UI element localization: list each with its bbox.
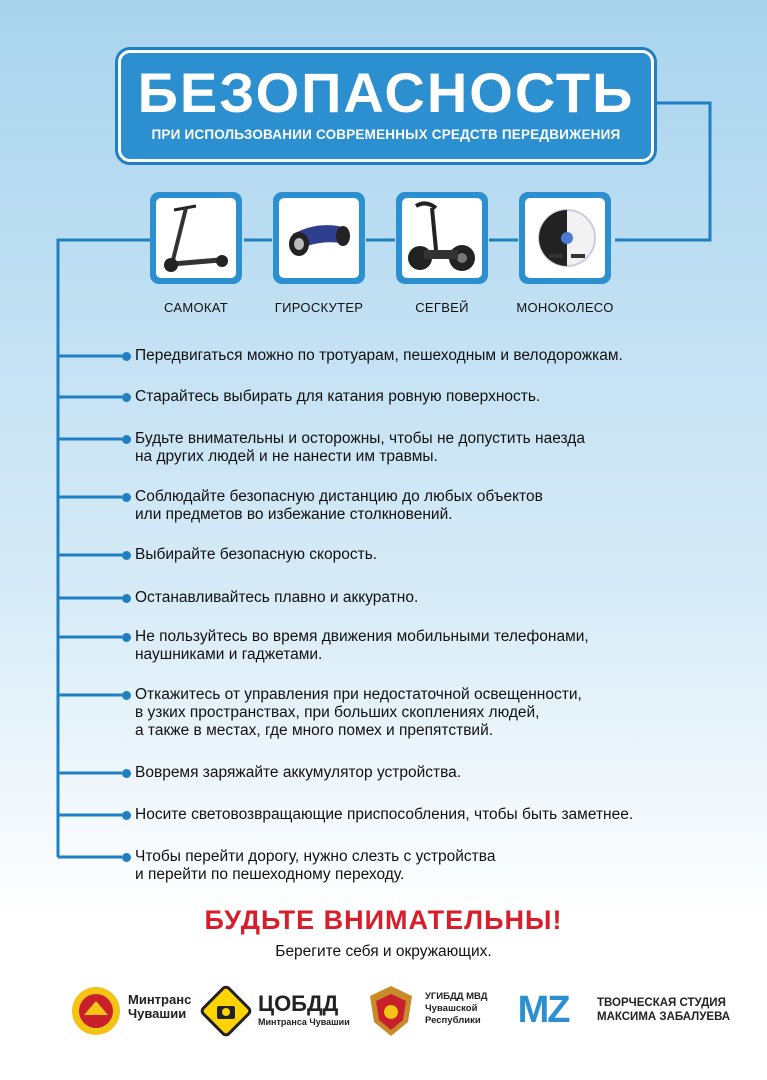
ugibdd-logo-text — [425, 991, 488, 1027]
rule-text: Вовремя заряжайте аккумулятор устройства. — [135, 764, 462, 781]
studio-logo-text — [597, 996, 730, 1024]
vehicle-label-hoverboard: ГИРОСКУТЕР — [274, 300, 364, 315]
rule-text: Старайтесь выбирать для катания ровную поверхность. — [135, 388, 541, 405]
ugibdd-emblem-icon — [362, 982, 420, 1040]
vehicle-card-segway — [396, 192, 488, 284]
segway-icon — [402, 198, 482, 278]
ugibdd-line3: Республики — [425, 1015, 481, 1026]
bullet-icon — [122, 853, 131, 862]
monowheel-icon — [525, 198, 605, 278]
studio-logo-mark: MZ — [500, 988, 586, 1032]
cobdd-title: ЦОБДД — [258, 991, 339, 1016]
scooter-icon — [156, 198, 236, 278]
mintrans-logo-text — [128, 993, 191, 1021]
vehicle-card-scooter — [150, 192, 242, 284]
rule-item — [122, 806, 633, 824]
bullet-icon — [122, 769, 131, 778]
rule-item — [122, 686, 582, 740]
rule-item — [122, 347, 623, 365]
mintrans-line2: Чувашии — [128, 1006, 187, 1021]
mintrans-emblem-icon — [70, 985, 122, 1037]
rule-text: Передвигаться можно по тротуарам, пешеходным и велодорожкам. — [135, 347, 623, 364]
bullet-icon — [122, 551, 131, 560]
vehicle-label-segway: СЕГВЕЙ — [415, 300, 469, 315]
rule-text: Не пользуйтесь во время движения мобильными телефонами, наушниками и гаджетами. — [135, 628, 589, 663]
rule-item — [122, 589, 418, 607]
page-title: БЕЗОПАСНОСТЬ — [137, 61, 635, 124]
cobdd-sign-icon — [198, 983, 254, 1039]
bullet-icon — [122, 633, 131, 642]
rule-text: Выбирайте безопасную скорость. — [135, 546, 378, 563]
header-banner — [118, 50, 654, 162]
bullet-icon — [122, 352, 131, 361]
cobdd-subtitle: Минтранса Чувашии — [258, 1017, 350, 1027]
page-subtitle: ПРИ ИСПОЛЬЗОВАНИИ СОВРЕМЕННЫХ СРЕДСТВ ПЕРЕДВИЖЕНИЯ — [151, 127, 621, 142]
bullet-icon — [122, 691, 131, 700]
studio-line1: ТВОРЧЕСКАЯ СТУДИЯ — [597, 997, 726, 1009]
rule-text: Будьте внимательны и осторожны, чтобы не допустить наезда на других людей и не нанести им травмы. — [135, 430, 585, 465]
ugibdd-line1: УГИБДД МВД — [425, 991, 488, 1002]
bullet-icon — [122, 811, 131, 820]
rule-text: Чтобы перейти дорогу, нужно слезть с устройства и перейти по пешеходному переходу. — [135, 848, 496, 883]
ugibdd-line2: Чувашской — [425, 1003, 478, 1014]
bullet-icon — [122, 493, 131, 502]
rule-item — [122, 848, 495, 884]
vehicle-label-monowheel: МОНОКОЛЕСО — [516, 300, 614, 315]
rule-item — [122, 430, 585, 466]
rule-text: Носите световозвращающие приспособления, чтобы быть заметнее. — [135, 806, 634, 823]
bullet-icon — [122, 393, 131, 402]
vehicle-card-hoverboard — [273, 192, 365, 284]
bullet-icon — [122, 594, 131, 603]
rule-item — [122, 546, 377, 564]
rule-item — [122, 764, 461, 782]
vehicle-label-scooter: САМОКАТ — [164, 300, 228, 315]
vehicle-card-monowheel — [519, 192, 611, 284]
mintrans-line1: Минтранс — [128, 992, 192, 1007]
tagline: Берегите себя и окружающих. — [275, 943, 492, 960]
warning-heading: БУДЬТЕ ВНИМАТЕЛЬНЫ! — [204, 905, 563, 935]
studio-line2: МАКСИМА ЗАБАЛУЕВА — [597, 1011, 731, 1023]
rule-text: Останавливайтесь плавно и аккуратно. — [135, 589, 419, 606]
rule-text: Откажитесь от управления при недостаточной освещенности, в узких пространствах, при больших скоплениях людей, а также в местах, где много помех и препятствий. — [135, 686, 582, 739]
bullet-icon — [122, 435, 131, 444]
rule-item — [122, 628, 589, 664]
rule-item — [122, 388, 540, 406]
hoverboard-icon — [279, 198, 359, 278]
rule-text: Соблюдайте безопасную дистанцию до любых объектов или предметов во избежание столкновений. — [135, 488, 543, 523]
rule-item — [122, 488, 543, 524]
